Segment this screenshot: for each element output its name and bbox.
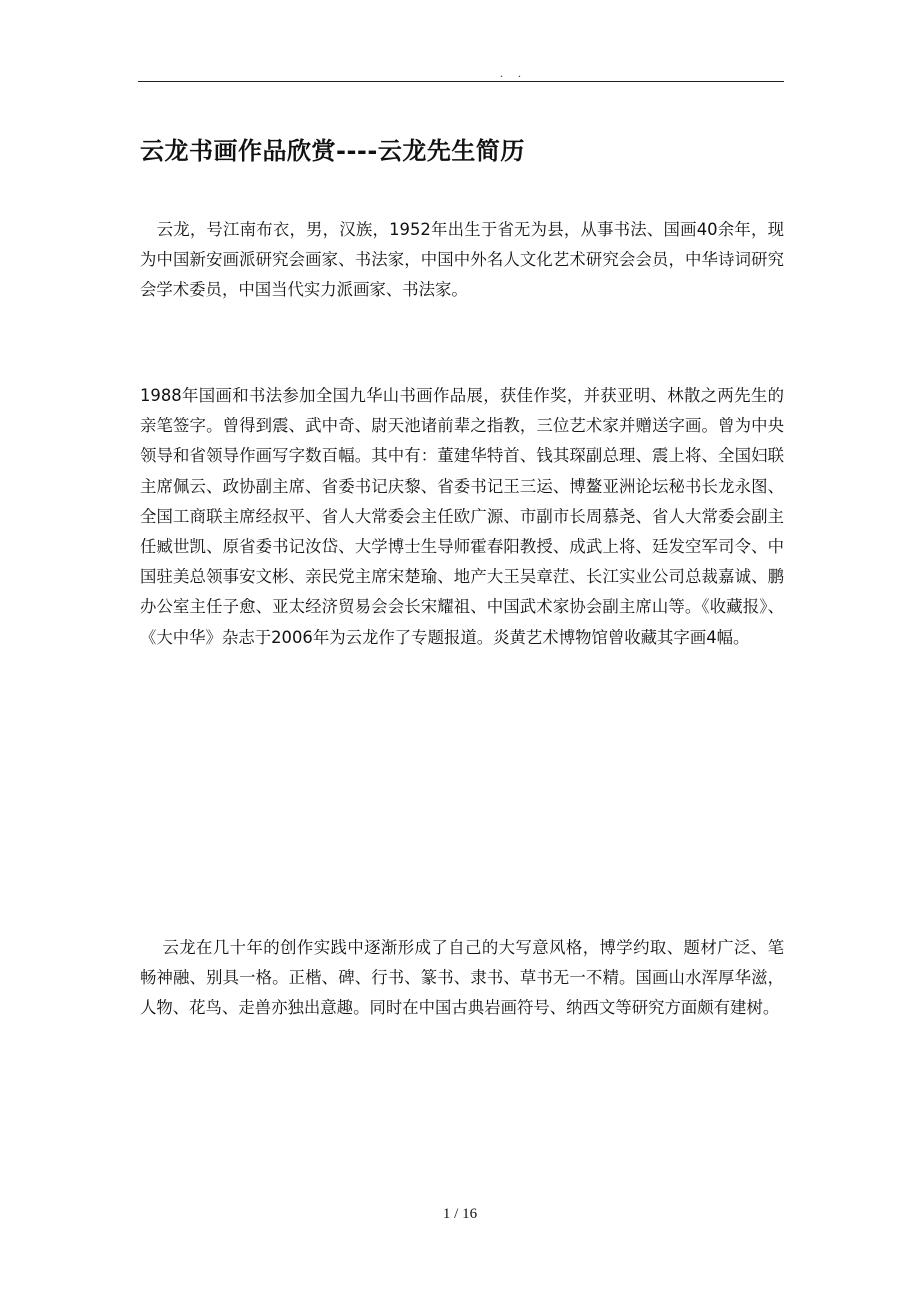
header-rule [138, 81, 784, 82]
header-dots: . . [500, 66, 527, 80]
page-title: 云龙书画作品欣赏----云龙先生简历 [140, 137, 525, 165]
paragraph-intro: 云龙，号江南布衣，男，汉族，1952年出生于省无为县，从事书法、国画40余年，现为中国新安画派研究会画家、书法家，中国中外名人文化艺术研究会会员，中华诗词研究会学术委员，中国当代实力派画家、书法家。 [140, 220, 784, 300]
page-number: 1 / 16 [442, 1206, 478, 1222]
paragraph-achievements: 1988年国画和书法参加全国九华山书画作品展，获佳作奖，并获亚明、林散之两先生的亲笔签字。曾得到震、武中奇、尉天池诸前辈之指教，三位艺术家并赠送字画。曾为中央领导和省领导作画写字数百幅。其中有：董建华特首、钱其琛副总理、震上将、全国妇联主席佩云、政协副主席、省委书记庆黎、省委书记王三运、博鳌亚洲论坛秘书长龙永图、全国工商联主席经叔平、省人大常委会主任欧广源、市副市长周慕尧、省人大常委会副主任臧世凯、原省委书记汝岱、大学博士生导师霍春阳教授、成武上将、廷发空军司令、中国驻美总领事安文彬、亲民党主席宋楚瑜、地产大王吴章茳、长江实业公司总裁嘉诚、鹏办公室主任子愈、亚太经济贸易会会长宋耀祖、中国武术家协会副主席山等。《收藏报》、《大中华》杂志于2006年为云龙作了专题报道。炎黄艺术博物馆曾收藏其字画4幅。 [140, 386, 784, 647]
paragraph-style: 云龙在几十年的创作实践中逐渐形成了自己的大写意风格，博学约取、题材广泛、笔畅神融、别具一格。正楷、碑、行书、篆书、隶书、草书无一不精。国画山水浑厚华滋，人物、花鸟、走兽亦独出意趣。同时在中国古典岩画符号、纳西文等研究方面颇有建树。 [140, 938, 784, 1018]
